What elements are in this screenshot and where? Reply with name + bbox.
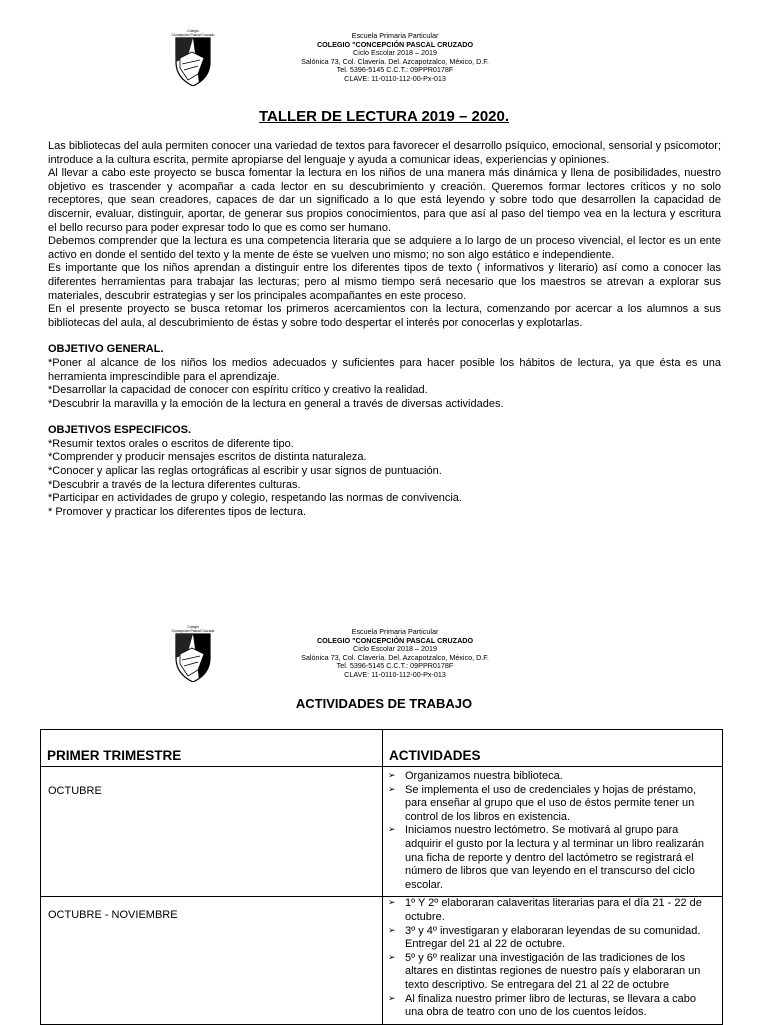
- school-key: CLAVE: 11-0110-112-00-Px-013: [344, 669, 446, 679]
- school-phone: Tel. 5396-5145 C.C.T.: 09PPR0178F: [336, 661, 454, 671]
- svg-text:Concepción Pascal Cruzado: Concepción Pascal Cruzado: [171, 33, 215, 37]
- objective-item: *Conocer y aplicar las reglas ortográficas al escribir y usar signos de puntuación.: [48, 465, 442, 478]
- school-name: COLEGIO "CONCEPCIÓN PASCAL CRUZADO: [316, 39, 474, 49]
- school-phone: Tel. 5396-5145 C.C.T.: 09PPR0178F: [336, 65, 454, 75]
- objective-item: *Descubrir a través de la lectura diferentes culturas.: [48, 478, 301, 491]
- list-item: ➢ Organizamos nuestra biblioteca.: [405, 770, 716, 784]
- table-header-row: [41, 730, 723, 767]
- objective-item: *Resumir textos orales o escritos de diferente tipo.: [48, 437, 294, 450]
- school-cycle: Ciclo Escolar 2018 – 2019: [353, 644, 437, 654]
- school-info-block: [285, 32, 505, 84]
- list-item: ➢ 3º y 4º investigaran y elaboraran leyendas de su comunidad. Entregar del 21 al 22 de octubre.: [405, 925, 716, 952]
- objective-item: *Participar en actividades de grupo y colegio, respetando las normas de convivencia.: [48, 492, 462, 505]
- table-row: [41, 897, 723, 1024]
- list-item: ➢ Se implementa el uso de credenciales y hojas de préstamo, para enseñar al grupo que el uso de éstos permite tener un control de los libros en existencia.: [405, 784, 716, 825]
- objective-item: *Poner al alcance de los niños los medios adecuados y suficientes para hacer posible los hábitos de lectura, ya que ésta es una herramienta imprescindible para el aprendizaje.: [48, 356, 721, 383]
- list-item: ➢ Al finaliza nuestro primer libro de lecturas, se llevara a cabo una obra de teatro con uno de los cuentos leídos.: [405, 993, 716, 1020]
- school-crest-logo: [166, 28, 220, 86]
- svg-text:Colegio: Colegio: [187, 625, 199, 629]
- paragraph: Es importante que los niños aprendan a distinguir entre los diferentes tipos de texto ( informativos y literario) así como a conocer las diferentes herramientas para trabajar las lecturas; pero al mismo tiempo será necesario que los maestros se atrevan a explorar sus materiales, descubrir estrategias y ser los principales acompañantes en este proceso.: [48, 262, 721, 302]
- school-key: CLAVE: 11-0110-112-00-Px-013: [344, 73, 446, 83]
- period-cell: OCTUBRE: [41, 767, 383, 897]
- svg-text:Colegio: Colegio: [187, 29, 199, 33]
- objective-item: * Promover y practicar los diferentes tipos de lectura.: [48, 505, 307, 518]
- school-info-block: [285, 628, 505, 680]
- list-item: ➢ 1º Y 2º elaboraran calaveritas literarias para el día 21 - 22 de octubre.: [405, 897, 716, 924]
- paragraph: En el presente proyecto se busca retomar los primeros acercamientos con la lectura, comenzando por acercar a los alumnos a sus bibliotecas del aula, al descubrimiento de éstas y sobre todo despertar el interés por conocerlas y explotarlas.: [48, 303, 721, 329]
- activity-list: [387, 897, 716, 1019]
- list-item: ➢ 5º y 6º realizar una investigación de las tradiciones de los altares en distintas regiones de nuestro país y elaboraran un texto descriptivo. Se entregara del 21 al 22 de octubre: [405, 952, 716, 993]
- specific-objectives-heading: OBJETIVOS ESPECIFICOS.: [48, 424, 192, 437]
- school-header-page2: [0, 624, 768, 694]
- school-address: Salónica 73, Col. Clavería. Del. Azcapotzalco, México, D.F.: [301, 652, 489, 662]
- school-type: Escuela Primaria Particular: [351, 31, 439, 40]
- activity-list: [387, 770, 716, 892]
- activities-cell: [383, 897, 723, 1024]
- school-crest-logo: [166, 624, 220, 682]
- page-title: TALLER DE LECTURA 2019 – 2020.: [258, 108, 510, 125]
- school-cycle: Ciclo Escolar 2018 – 2019: [353, 48, 437, 58]
- school-name: COLEGIO "CONCEPCIÓN PASCAL CRUZADO: [316, 635, 474, 645]
- activities-cell: [383, 767, 723, 897]
- document-body: [48, 140, 721, 519]
- paragraph: Al llevar a cabo este proyecto se busca fomentar la lectura en los niños de una manera más dinámica y llena de posibilidades, nuestro objetivo es trascender y acompañar a cada lector en su descubrimiento y creación. Queremos formar lectores críticos y no solo receptores, que sean creadores, capaces de dar un significado a lo que está leyendo y sobre todo que desarrollen la capacidad de discernir, evaluar, distinguir, aportar, de generar sus propios conocimientos, para que así al paso del tiempo vea en la lectura y escritura el bello recurso para poder expresar todo lo que es como ser humano.: [48, 167, 721, 234]
- objective-item: *Comprender y producir mensajes escritos de distinta naturaleza.: [48, 451, 367, 464]
- general-objective-heading: OBJETIVO GENERAL.: [48, 343, 164, 356]
- table-row: [41, 767, 723, 897]
- paragraph: Las bibliotecas del aula permiten conocer una variedad de textos para favorecer el desarrollo psíquico, emocional, sensorial y psicomotor; introduce a la cultura escrita, permite apropiarse del lenguaje y ayuda a comunicar ideas, experiencias y opiniones.: [48, 140, 721, 166]
- column-header-activities: ACTIVIDADES: [383, 730, 723, 767]
- objective-item: *Descubrir la maravilla y la emoción de la lectura en general a través de diversas actividades.: [48, 397, 504, 410]
- column-header-period: PRIMER TRIMESTRE: [41, 730, 383, 767]
- school-type: Escuela Primaria Particular: [351, 627, 439, 636]
- activities-title: ACTIVIDADES DE TRABAJO: [295, 696, 473, 711]
- paragraph: Debemos comprender que la lectura es una competencia literaria que se adquiere a lo largo de un proceso vivencial, el lector es un ente activo en donde el sentido del texto y la mente de éste se vuelven uno mismo; no son algo estático e independiente.: [48, 235, 721, 261]
- period-cell: OCTUBRE - NOVIEMBRE: [41, 897, 383, 1024]
- objective-item: *Desarrollar la capacidad de conocer con espíritu crítico y creativo la realidad.: [48, 384, 428, 397]
- school-header: [0, 28, 768, 98]
- svg-text:Concepción Pascal Cruzado: Concepción Pascal Cruzado: [171, 629, 215, 633]
- list-item: ➢ Iniciamos nuestro lectómetro. Se motivará al grupo para adquirir el gusto por la lectura y al terminar un libro realizarán una ficha de reporte y dentro del lactómetro se registrará el número de libros que van leyendo en el transcurso del ciclo escolar.: [405, 824, 716, 892]
- school-address: Salónica 73, Col. Clavería. Del. Azcapotzalco, México, D.F.: [301, 56, 489, 66]
- activities-table: [40, 729, 723, 1025]
